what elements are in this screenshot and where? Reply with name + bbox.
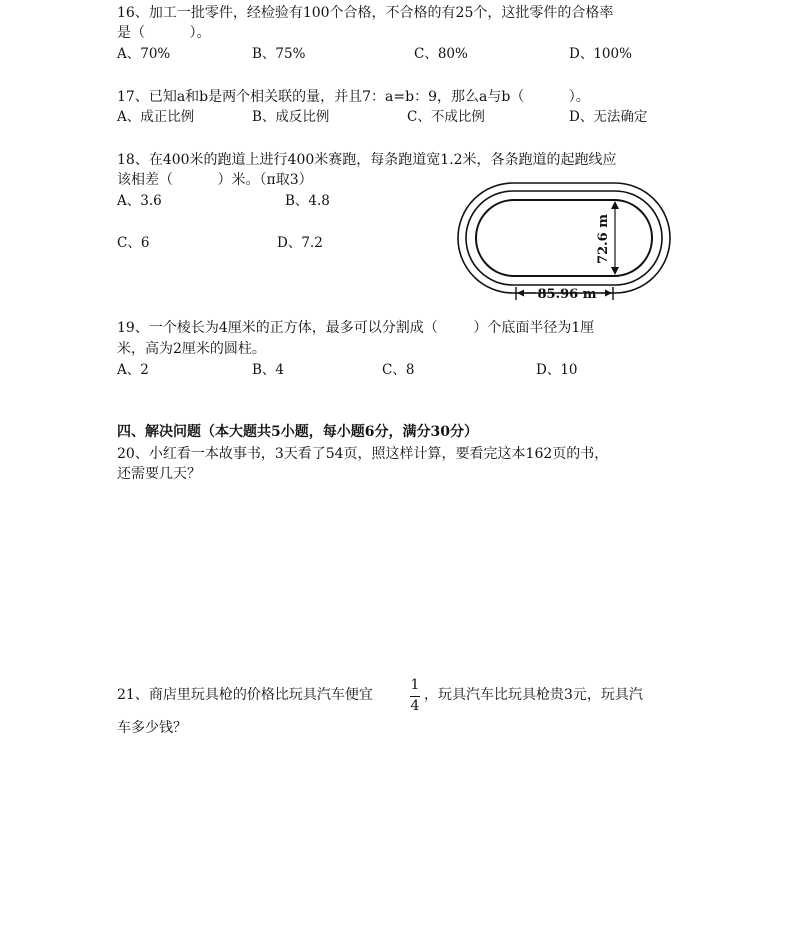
width-label: 85.96 m [537,287,597,302]
q17-option-b: B、成反比例 [252,109,330,125]
q19-option-a: A、2 [117,362,149,378]
q20-stem-line2: 还需要几天？ [117,466,201,482]
q16-option-a: A、70% [117,46,171,62]
q16-stem-line1: 16、加工一批零件，经检验有100个合格，不合格的有25个，这批零件的合格率 [117,5,614,21]
q17-stem-line1: 17、已知a和b是两个相关联的量，并且7：a=b：9，那么a与b（ ）。 [117,89,590,105]
q21-stem-line1-part2: ，玩具汽车比玩具枪贵3元，玩具汽 [424,687,643,703]
q20-stem-line1: 20、小红看一本故事书，3天看了54页，照这样计算，要看完这本162页的书， [117,446,609,462]
height-arrow-top [611,201,619,209]
fraction-bar [410,696,420,697]
q18-option-c: C、6 [117,235,150,251]
q18-option-a: A、3.6 [117,193,162,209]
section-4-title: 四、解决问题（本大题共5小题，每小题6分，满分30分） [117,424,478,440]
q19-stem-line1: 19、一个棱长为4厘米的正方体，最多可以分割成（ ）个底面半径为1厘 [117,320,595,336]
q19-option-b: B、4 [252,362,285,378]
q17-option-d: D、无法确定 [569,109,648,125]
q16-option-b: B、75% [252,46,306,62]
q21-stem-line2: 车多少钱？ [117,720,187,736]
running-track-figure [450,175,680,310]
height-arrow-bottom [611,267,619,275]
track-inner-lane [476,200,652,276]
q19-stem-line2: 米，高为2厘米的圆柱。 [117,341,266,357]
q18-option-b: B、4.8 [285,193,330,209]
width-arrow-right [605,290,612,297]
q16-stem-line2: 是（ ）。 [117,25,211,41]
q19-option-c: C、8 [382,362,415,378]
q18-stem-line1: 18、在400米的跑道上进行400米赛跑，每条跑道宽1.2米，各条跑道的起跑线应 [117,152,617,168]
fraction-numerator: 1 [410,677,420,693]
q17-option-c: C、不成比例 [407,109,485,125]
height-label: 72.6 m [596,214,611,264]
q19-option-d: D、10 [536,362,578,378]
fraction-denominator: 4 [410,698,420,714]
q18-stem-line2: 该相差（ ）米。（π取3） [117,172,313,188]
q16-option-c: C、80% [414,46,468,62]
q18-option-d: D、7.2 [277,235,323,251]
q17-option-a: A、成正比例 [117,109,195,125]
q16-option-d: D、100% [569,46,632,62]
q21-stem-line1-part1: 21、商店里玩具枪的价格比玩具汽车便宜 [117,687,373,703]
width-arrow-left [517,290,524,297]
